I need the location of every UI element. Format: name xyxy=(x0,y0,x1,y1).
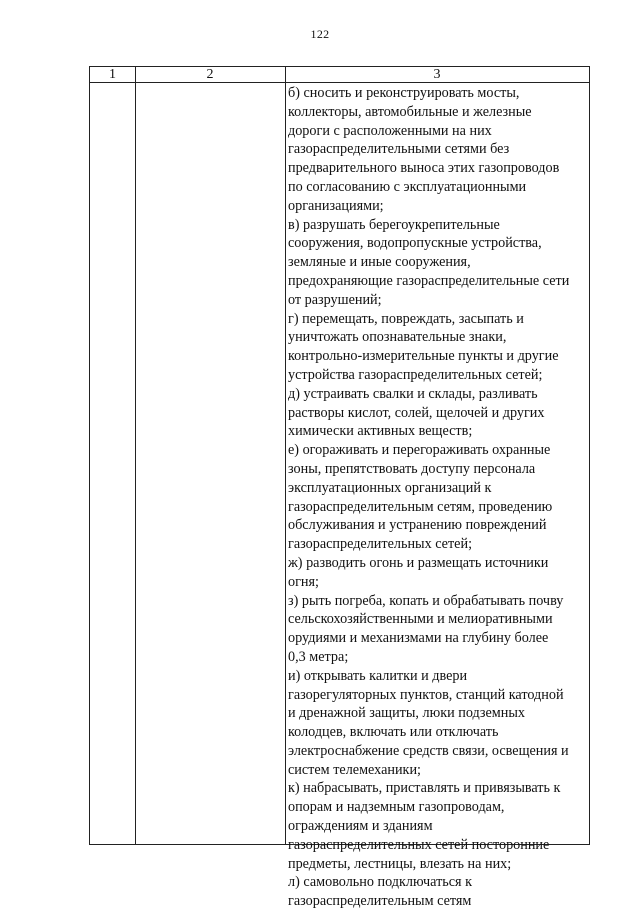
column-header-2: 2 xyxy=(206,67,214,82)
text-line: б) сносить и реконструировать мосты, xyxy=(288,85,520,101)
column-header-3: 3 xyxy=(433,67,441,82)
text-line: предварительного выноса этих газопроводов xyxy=(288,160,560,177)
header-divider xyxy=(90,82,589,83)
text-line: газораспределительным сетям, проведению xyxy=(288,498,553,515)
text-line: газораспределительным сетям xyxy=(288,893,472,910)
text-line: к) набрасывать, приставлять и привязывать к xyxy=(288,780,561,797)
text-line: от разрушений; xyxy=(288,291,382,308)
text-line: опорам и надземным газопроводам, xyxy=(288,799,505,816)
column-divider xyxy=(135,67,136,844)
text-line: ж) разводить огонь и размещать источники xyxy=(288,554,549,571)
text-line: растворы кислот, солей, щелочей и других xyxy=(288,404,545,421)
text-line: электроснабжение средств связи, освещения и xyxy=(288,742,569,759)
text-line: дороги с расположенными на них xyxy=(288,122,492,139)
text-line: огня; xyxy=(288,573,319,590)
document-table xyxy=(89,66,590,910)
column-divider xyxy=(285,67,286,844)
text-line: сельскохозяйственными и мелиоративными xyxy=(288,611,553,628)
text-line: колодцев, включать или отключать xyxy=(288,724,499,741)
text-line: химически активных веществ; xyxy=(288,423,473,440)
text-line: контрольно-измерительные пункты и другие xyxy=(288,348,559,365)
text-line: коллекторы, автомобильные и железные xyxy=(288,103,532,120)
text-line: 0,3 метра; xyxy=(288,648,349,665)
text-line: орудиями и механизмами на глубину более xyxy=(288,630,549,647)
text-line: и дренажной защиты, люки подземных xyxy=(288,705,525,722)
column-3-content xyxy=(288,84,588,911)
text-line: предметы, лестницы, влезать на них; xyxy=(288,855,512,872)
text-line: уничтожать опознавательные знаки, xyxy=(288,329,507,346)
text-line: в) разрушать берегоукрепительные xyxy=(288,216,500,233)
text-line: л) самовольно подключаться к xyxy=(288,874,473,891)
text-line: обслуживания и устранению повреждений xyxy=(288,517,547,534)
column-header-1: 1 xyxy=(109,67,116,82)
text-line: предохраняющие газораспределительные сети xyxy=(288,272,570,289)
page-number: 122 xyxy=(310,27,330,41)
text-line: газораспределительных сетей; xyxy=(288,536,473,553)
text-line: газораспределительными сетями без xyxy=(288,141,510,158)
text-line: сооружения, водопропускные устройства, xyxy=(288,235,542,252)
text-line: зоны, препятствовать доступу персонала xyxy=(288,460,536,477)
text-line: земляные и иные сооружения, xyxy=(288,254,471,271)
text-line: по согласованию с эксплуатационными xyxy=(288,178,527,195)
text-line: систем телемеханики; xyxy=(288,761,421,778)
text-line: е) огораживать и перегораживать охранные xyxy=(288,442,551,459)
text-line: и) открывать калитки и двери xyxy=(288,667,468,684)
text-line: з) рыть погреба, копать и обрабатывать почву xyxy=(288,592,564,609)
text-line: д) устраивать свалки и склады, разливать xyxy=(288,385,538,402)
text-line: ограждениям и зданиям xyxy=(288,818,433,835)
text-line: газорегуляторных пунктов, станций катодной xyxy=(288,686,564,703)
text-line: г) перемещать, повреждать, засыпать и xyxy=(288,310,524,327)
text-line: устройства газораспределительных сетей; xyxy=(288,366,543,383)
text-line: газораспределительных сетей посторонние xyxy=(288,836,550,853)
text-line: организациями; xyxy=(288,197,384,214)
text-line: эксплуатационных организаций к xyxy=(288,479,492,496)
